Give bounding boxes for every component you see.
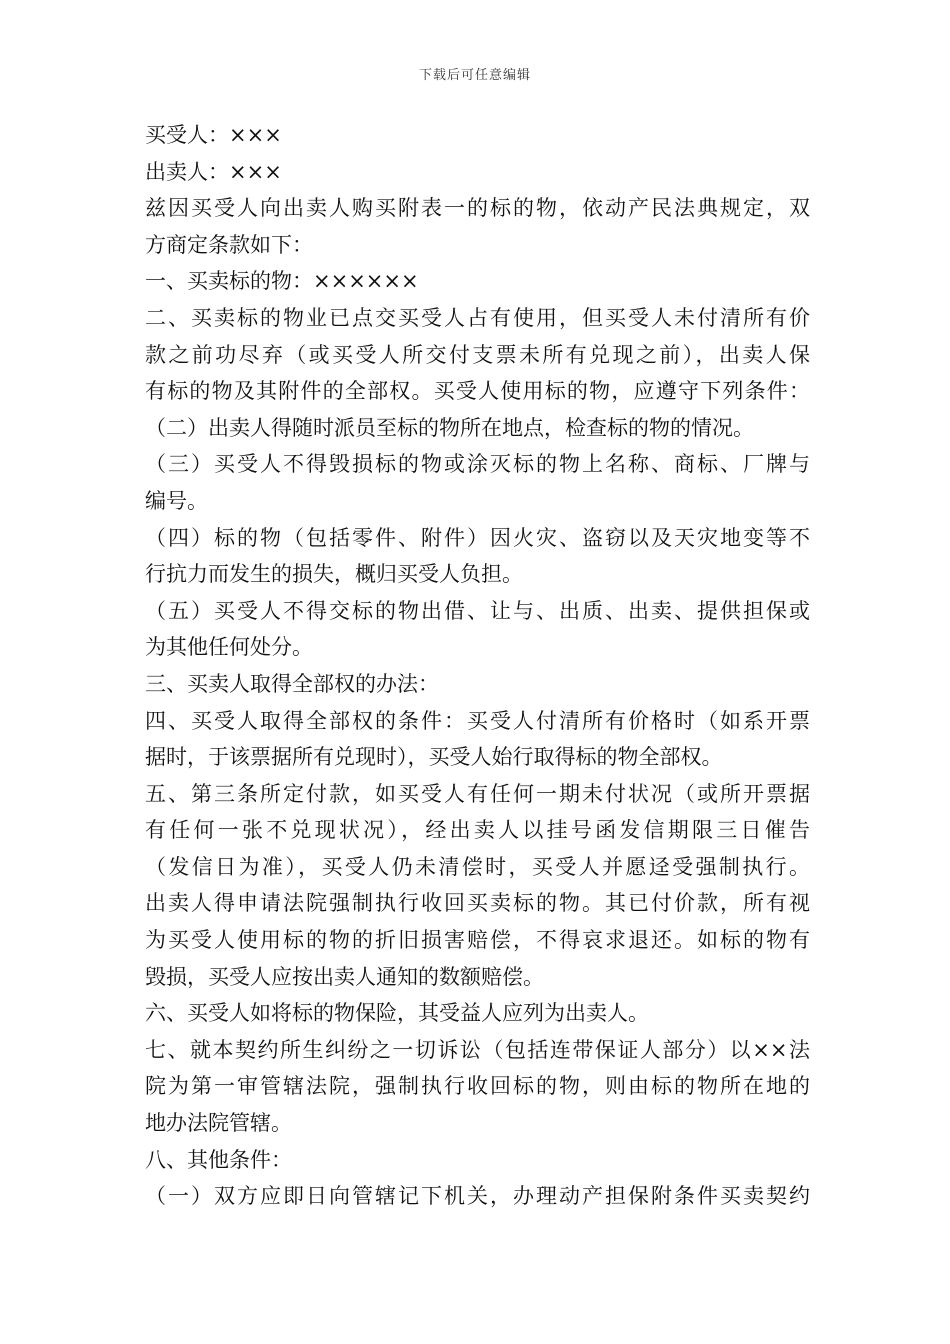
clause-7-line: 院为第一审管辖法院，强制执行收回标的物，则由标的物所在地的 <box>145 1074 810 1099</box>
clause-2-line: 二、买卖标的物业已点交买受人占有使用，但买受人未付清所有价 <box>145 305 810 330</box>
clause-2-sub-3-line: 编号。 <box>145 488 208 513</box>
clause-7-line: 地办法院管辖。 <box>145 1111 292 1136</box>
clause-2-sub-5-line: 为其他任何处分。 <box>145 635 313 660</box>
intro-line: 方商定条款如下： <box>145 232 313 257</box>
clause-5-line: 五、第三条所定付款，如买受人有任何一期未付状况（或所开票据 <box>145 781 810 806</box>
clause-2-line: 款之前功尽弃（或买受人所交付支票未所有兑现之前），出卖人保 <box>145 342 810 367</box>
clause-2-sub-3-line: （三）买受人不得毁损标的物或涂灭标的物上名称、商标、厂牌与 <box>145 452 810 477</box>
clause-7-line: 七、就本契约所生纠纷之一切诉讼（包括连带保证人部分）以××法 <box>145 1037 810 1062</box>
clause-5-line: 有任何一张不兑现状况），经出卖人以挂号函发信期限三日催告 <box>145 818 810 843</box>
intro-line: 兹因买受人向出卖人购买附表一的标的物，依动产民法典规定，双 <box>145 196 810 221</box>
buyer-line: 买受人：××× <box>145 123 282 147</box>
clause-2-sub-2-line: （二）出卖人得随时派员至标的物所在地点，检查标的物的情况。 <box>145 415 754 440</box>
clause-3-line: 三、买卖人取得全部权的办法： <box>145 671 439 696</box>
clause-5-line: 为买受人使用标的物的折旧损害赔偿，不得哀求退还。如标的物有 <box>145 928 810 953</box>
clause-5-line: （发信日为准），买受人仍未清偿时，买受人并愿迳受强制执行。 <box>145 854 810 879</box>
clause-2-line: 有标的物及其附件的全部权。买受人使用标的物，应遵守下列条件： <box>145 379 810 404</box>
clause-1-line: 一、买卖标的物：×××××× <box>145 269 419 294</box>
clause-5-line: 毁损，买受人应按出卖人通知的数额赔偿。 <box>145 964 544 989</box>
seller-line: 出卖人：××× <box>145 159 282 184</box>
clause-5-line: 出卖人得申请法院强制执行收回买卖标的物。其已付价款，所有视 <box>145 891 810 916</box>
clause-6-line: 六、买受人如将标的物保险，其受益人应列为出卖人。 <box>145 1001 649 1026</box>
document-body <box>145 117 810 1215</box>
clause-4-line: 据时，于该票据所有兑现时），买受人始行取得标的物全部权。 <box>145 745 723 770</box>
clause-2-sub-4-line: 行抗力而发生的损失，概归买受人负担。 <box>145 562 523 587</box>
page-header: 下载后可任意编辑 <box>418 68 531 83</box>
clause-4-line: 四、买受人取得全部权的条件：买受人付清所有价格时（如系开票 <box>145 708 810 733</box>
clause-8-line: 八、其他条件： <box>145 1147 292 1172</box>
clause-2-sub-4-line: （四）标的物（包括零件、附件）因火灾、盗窃以及天灾地变等不 <box>145 525 810 550</box>
clause-2-sub-5-line: （五）买受人不得交标的物出借、让与、出质、出卖、提供担保或 <box>145 598 810 623</box>
clause-8-sub-1-line: （一）双方应即日向管辖记下机关，办理动产担保附条件买卖契约 <box>145 1184 810 1209</box>
